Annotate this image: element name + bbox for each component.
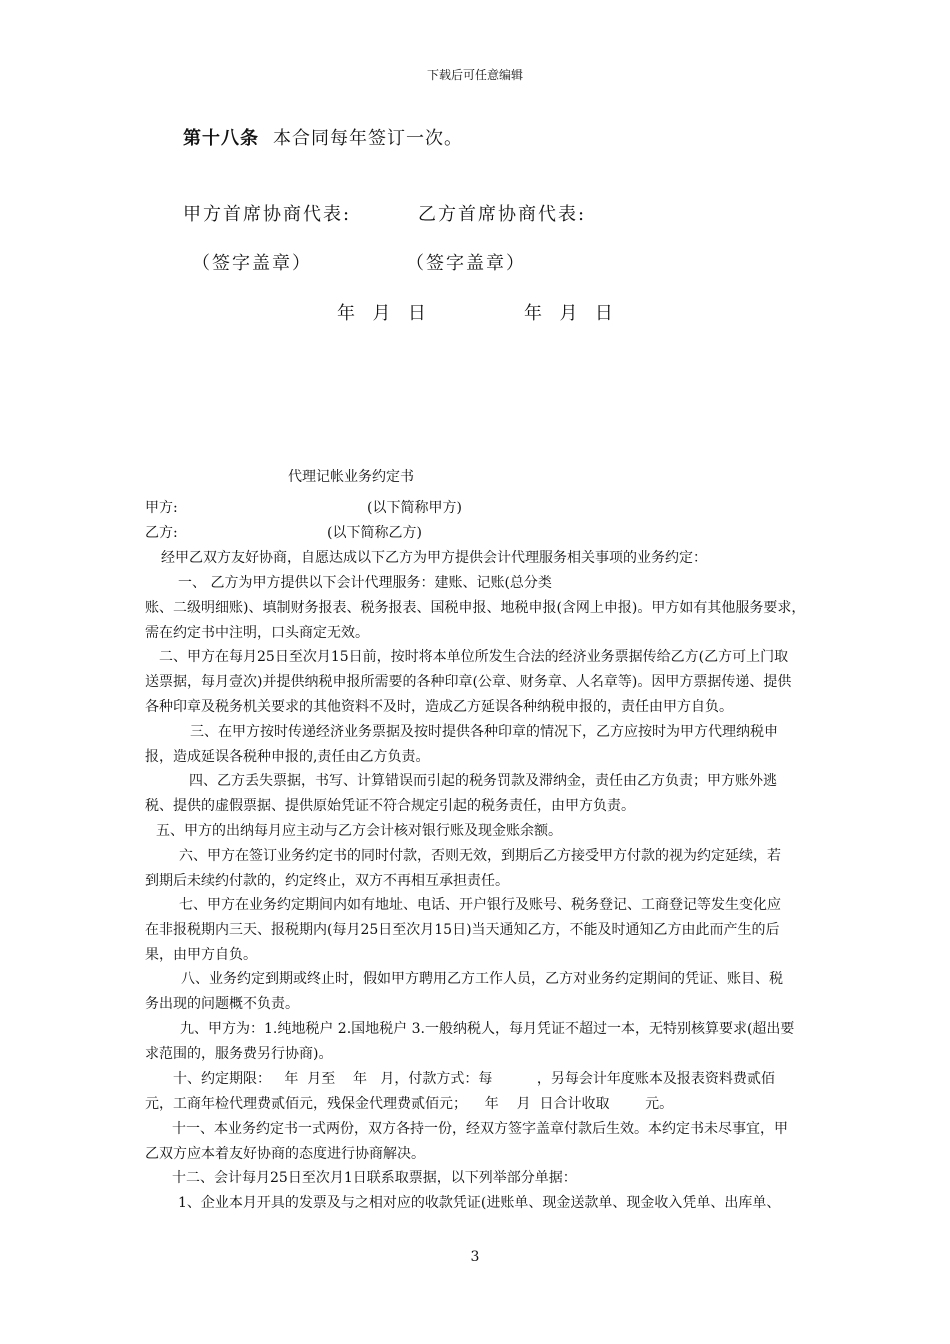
party-b-note: (以下简称乙方) <box>327 525 422 541</box>
clause-4 <box>145 769 813 819</box>
clause-2 <box>145 645 813 720</box>
party-a-seal: （签字盖章） <box>192 253 312 274</box>
clause-12-item-1 <box>145 1191 813 1216</box>
article-18-label: 第十八条 <box>183 128 259 149</box>
clause-line: 需在约定书中注明，口头商定无效。 <box>145 625 369 641</box>
page-header: 下载后可任意编辑 <box>426 68 523 82</box>
party-b-representative: 乙方首席协商代表: <box>418 204 587 225</box>
clause-line: 九、甲方为：1.纯地税户 2.国地税户 3.一般纳税人，每月凭证不超过一本，无特别核算要求(超出要 <box>180 1021 795 1037</box>
page-number: 3 <box>470 1249 480 1265</box>
clause-11 <box>145 1117 813 1167</box>
clause-line: 果，由甲方自负。 <box>145 947 257 963</box>
clause-10 <box>145 1067 813 1117</box>
clause-line: 八、业务约定到期或终止时，假如甲方聘用乙方工作人员，乙方对业务约定期间的凭证、账目、税 <box>181 971 783 987</box>
clause-line: 十一、本业务约定书一式两份，双方各持一份，经双方签字盖章付款后生效。本约定书未尽事宜，甲 <box>172 1121 788 1137</box>
clause-line: 送票据，每月壹次)并提供纳税申报所需要的各种印章(公章、财务章、人名章等)。因甲方票据传递、提供 <box>145 674 792 690</box>
clause-7 <box>145 893 813 968</box>
agreement-title: 代理记帐业务约定书 <box>288 469 414 485</box>
party-a-date: 年 月 日 <box>337 303 428 324</box>
clause-line: 七、甲方在业务约定期间内如有地址、电话、开户银行及账号、税务登记、工商登记等发生变化应 <box>179 897 781 913</box>
clause-line: 税、提供的虚假票据、提供原始凭证不符合规定引起的税务责任，由甲方负责。 <box>145 798 635 814</box>
clause-6 <box>145 844 813 894</box>
clause-line: 报，造成延误各税种申报的,责任由乙方负责。 <box>145 749 430 765</box>
clause-line: 四、乙方丢失票据，书写、计算错误而引起的税务罚款及滞纳金，责任由乙方负责；甲方账外逃 <box>189 773 777 789</box>
clause-line: 三、在甲方按时传递经济业务票据及按时提供各种印章的情况下，乙方应按时为甲方代理纳税申 <box>190 724 778 740</box>
clause-line: 十二、会计每月25日至次月1日联系取票据，以下列举部分单据： <box>172 1170 577 1186</box>
clause-line: 乙双方应本着友好协商的态度进行协商解决。 <box>145 1146 425 1162</box>
article-18-text: 本合同每年签订一次。 <box>273 128 463 149</box>
clause-line: 一、 乙方为甲方提供以下会计代理服务：建账、记账(总分类 <box>178 575 552 591</box>
party-b-label: 乙方: <box>145 525 178 541</box>
clause-line: 账、二级明细账)、填制财务报表、税务报表、国税申报、地税申报(含网上申报)。甲方如有其他服务要求， <box>145 600 806 616</box>
party-a-representative: 甲方首席协商代表: <box>183 204 352 225</box>
clause-line: 五、甲方的出纳每月应主动与乙方会计核对银行账及现金账余额。 <box>156 823 562 839</box>
clause-8 <box>145 967 813 1017</box>
clause-line: 务出现的问题概不负责。 <box>145 996 299 1012</box>
clause-5 <box>145 819 813 844</box>
party-a-note: (以下简称甲方) <box>367 500 462 516</box>
clause-line: 在非报税期内三天、报税期内(每月25日至次月15日)当天通知乙方，不能及时通知乙方由此而产生的后 <box>145 922 780 938</box>
clause-line: 到期后未续约付款的，约定终止，双方不再相互承担责任。 <box>145 873 509 889</box>
clause-line: 二、甲方在每月25日至次月15日前，按时将本单位所发生合法的经济业务票据传给乙方(乙方可上门取 <box>159 649 789 665</box>
clause-3 <box>145 720 813 770</box>
intro-paragraph: 经甲乙双方友好协商，自愿达成以下乙方为甲方提供会计代理服务相关事项的业务约定： <box>161 550 707 566</box>
clause-line: 六、甲方在签订业务约定书的同时付款，否则无效，到期后乙方接受甲方付款的视为约定延续，若 <box>179 848 781 864</box>
party-b-seal: （签字盖章） <box>406 253 526 274</box>
clause-line: 求范围的，服务费另行协商)。 <box>145 1046 333 1062</box>
article-18 <box>183 124 463 150</box>
clause-9 <box>145 1017 813 1067</box>
party-b-date: 年 月 日 <box>524 303 615 324</box>
clause-12 <box>145 1166 813 1191</box>
clause-line: 十、约定期限： 年 月至 年 月，付款方式：每 ，另每会计年度账本及报表资料费贰佰 <box>173 1071 775 1087</box>
party-a-label: 甲方: <box>145 500 178 516</box>
clause-1 <box>145 571 813 646</box>
clause-line: 1、企业本月开具的发票及与之相对应的收款凭证(进账单、现金送款单、现金收入凭单、出库单、 <box>178 1195 781 1211</box>
clause-line: 元，工商年检代理费贰佰元，残保金代理费贰佰元； 年 月 日合计收取 元。 <box>145 1096 674 1112</box>
clause-line: 各种印章及税务机关要求的其他资料不及时，造成乙方延误各种纳税申报的，责任由甲方自负。 <box>145 699 733 715</box>
